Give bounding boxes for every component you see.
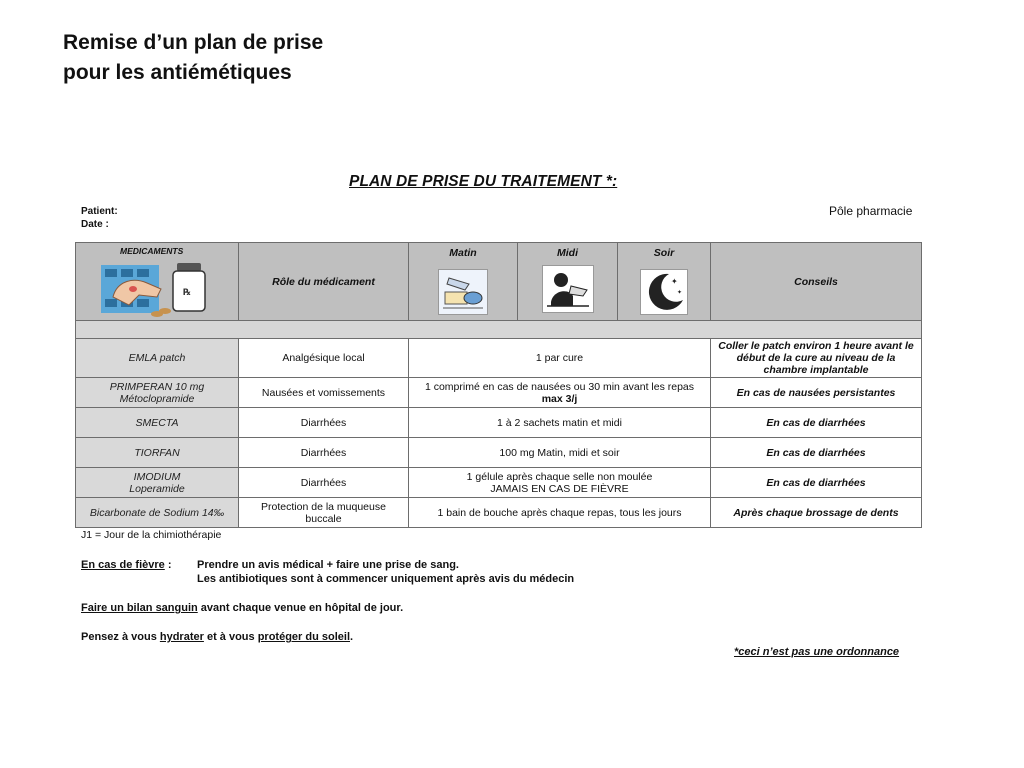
drug-name bbox=[76, 408, 239, 438]
drug-dosage-warning: JAMAIS EN CAS DE FIÈVRE bbox=[490, 482, 629, 495]
moon-icon-box bbox=[640, 269, 688, 315]
drug-dosage: 100 mg Matin, midi et soir bbox=[409, 438, 711, 468]
drug-name bbox=[76, 339, 239, 378]
drug-dosage: 1 par cure bbox=[409, 339, 711, 378]
header-soir-label: Soir bbox=[653, 247, 675, 259]
fever-line1: Prendre un avis médical + faire une prise de sang. bbox=[197, 559, 459, 571]
lunch-icon-box bbox=[542, 265, 594, 313]
header-matin-label: Matin bbox=[449, 247, 477, 259]
blood-test-rest: avant chaque venue en hôpital de jour. bbox=[197, 602, 404, 614]
hydrate-part3: . bbox=[350, 631, 354, 643]
slide-title-line2: pour les antiémétiques bbox=[63, 61, 292, 84]
drug-advice: En cas de diarrhées bbox=[711, 438, 922, 468]
patient-info bbox=[81, 205, 118, 231]
hydrate-note bbox=[81, 630, 353, 644]
breakfast-icon bbox=[439, 270, 487, 314]
drug-dosage bbox=[409, 378, 711, 408]
drug-role: Diarrhées bbox=[239, 438, 409, 468]
header-midi bbox=[518, 243, 618, 321]
header-midi-label: Midi bbox=[557, 247, 578, 259]
header-medicaments-label: MEDICAMENTS bbox=[120, 246, 184, 256]
drug-name bbox=[76, 378, 239, 408]
svg-text:✦: ✦ bbox=[671, 277, 678, 286]
header-soir bbox=[618, 243, 711, 321]
drug-dosage: 1 bain de bouche après chaque repas, tous les jours bbox=[409, 498, 711, 528]
fever-note bbox=[81, 558, 574, 586]
drug-name-line1: TIORFAN bbox=[134, 446, 180, 459]
drug-role: Protection de la muqueuse buccale bbox=[239, 498, 409, 528]
drug-role: Nausées et vomissements bbox=[239, 378, 409, 408]
hydrate-part2: et à vous bbox=[203, 631, 258, 643]
header-role: Rôle du médicament bbox=[239, 243, 409, 321]
hydrate-link: hydrater bbox=[159, 631, 204, 643]
drug-advice: Coller le patch environ 1 heure avant le début de la cure au niveau de la chambre implantable bbox=[711, 339, 922, 378]
drug-dosage-max: max 3/j bbox=[541, 392, 578, 405]
drug-advice: En cas de diarrhées bbox=[711, 468, 922, 498]
drug-advice: Après chaque brossage de dents bbox=[711, 498, 922, 528]
fever-colon: : bbox=[164, 559, 172, 571]
treatment-table bbox=[75, 242, 922, 528]
drug-name-line1: EMLA patch bbox=[128, 352, 186, 364]
separator-row bbox=[76, 321, 922, 339]
breakfast-icon-box bbox=[438, 269, 488, 315]
table-row bbox=[76, 468, 922, 498]
drug-dosage bbox=[409, 468, 711, 498]
header-matin bbox=[409, 243, 518, 321]
drug-advice: En cas de diarrhées bbox=[711, 408, 922, 438]
drug-name bbox=[76, 468, 239, 498]
pills-and-hand-icon bbox=[99, 259, 215, 319]
drug-dosage-text: 1 comprimé en cas de nausées ou 30 min avant les repas bbox=[424, 380, 695, 393]
drug-name bbox=[76, 498, 239, 528]
document-title: PLAN DE PRISE DU TRAITEMENT *: bbox=[349, 173, 618, 190]
sun-protection-link: protéger du soleil bbox=[257, 631, 350, 643]
drug-dosage-text: 1 gélule après chaque selle non moulée bbox=[466, 470, 653, 483]
fever-line2: Les antibiotiques sont à commencer uniquement après avis du médecin bbox=[197, 573, 575, 585]
blood-test-note bbox=[81, 601, 403, 615]
slide-title bbox=[63, 28, 323, 88]
lunch-icon bbox=[543, 266, 593, 312]
drug-name bbox=[76, 438, 239, 468]
svg-text:℞: ℞ bbox=[183, 288, 192, 298]
footnote-j1: J1 = Jour de la chimiothérapie bbox=[81, 529, 222, 541]
disclaimer: *ceci n’est pas une ordonnance bbox=[734, 646, 900, 658]
header-conseils: Conseils bbox=[711, 243, 922, 321]
drug-role: Diarrhées bbox=[239, 468, 409, 498]
table-row bbox=[76, 498, 922, 528]
table-header-row bbox=[76, 243, 922, 321]
blood-test-link: Faire un bilan sanguin bbox=[81, 602, 198, 614]
slide-title-line1: Remise d’un plan de prise bbox=[63, 31, 324, 54]
header-medicaments bbox=[76, 243, 239, 321]
drug-advice: En cas de nausées persistantes bbox=[711, 378, 922, 408]
department-label: Pôle pharmacie bbox=[829, 204, 913, 218]
table-row bbox=[76, 378, 922, 408]
table-row bbox=[76, 339, 922, 378]
svg-text:✦: ✦ bbox=[677, 289, 683, 296]
fever-label: En cas de fièvre bbox=[81, 559, 165, 571]
drug-name-line1: SMECTA bbox=[135, 416, 179, 429]
drug-role: Diarrhées bbox=[239, 408, 409, 438]
hydrate-part1: Pensez à vous bbox=[81, 631, 160, 643]
table-row bbox=[76, 438, 922, 468]
table-row bbox=[76, 408, 922, 438]
drug-name-line2: Loperamide bbox=[129, 482, 185, 495]
date-label: Date : bbox=[81, 219, 109, 230]
drug-name-line1: Bicarbonate de Sodium 14‰ bbox=[89, 506, 225, 519]
drug-name-line1: IMODIUM bbox=[133, 470, 181, 483]
drug-dosage: 1 à 2 sachets matin et midi bbox=[409, 408, 711, 438]
drug-name-line1: PRIMPERAN 10 mg bbox=[109, 380, 205, 393]
moon-icon bbox=[641, 270, 687, 314]
drug-role: Analgésique local bbox=[239, 339, 409, 378]
patient-label: Patient: bbox=[81, 206, 118, 217]
drug-name-line2: Métoclopramide bbox=[119, 392, 195, 405]
